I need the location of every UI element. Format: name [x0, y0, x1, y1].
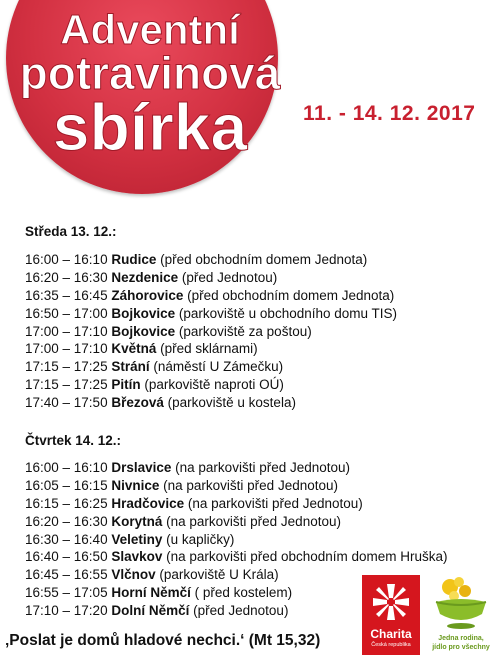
entry-location: (na parkovišti před Jednotou): [163, 477, 338, 493]
entry-time: 16:45 – 16:55: [25, 567, 108, 583]
entry-place: Drslavice: [111, 460, 172, 475]
schedule-entry: [25, 287, 397, 305]
schedule-entry: [25, 513, 448, 531]
schedule-entry: [25, 269, 397, 287]
entry-time: 17:40 – 17:50: [25, 395, 108, 411]
day-heading-thursday: Čtvrtek 14. 12.:: [25, 433, 122, 448]
entry-time: 16:00 – 16:10: [25, 252, 108, 267]
entry-location: (parkoviště u kostela): [167, 395, 296, 411]
entry-location: (před Jednotou): [193, 603, 289, 619]
entry-place: Slavkov: [111, 549, 163, 565]
title-line-2: potravinová: [19, 47, 281, 99]
entry-place: Březová: [111, 395, 164, 411]
entry-place: Pitín: [111, 377, 141, 393]
entry-place: Záhorovice: [111, 287, 184, 303]
schedule-entry: [25, 459, 448, 477]
entry-location: (u kapličky): [166, 531, 235, 547]
entry-location: (na parkovišti před Jednotou): [187, 495, 363, 511]
entry-location: (na parkovišti před obchodním domem Hruška): [166, 549, 448, 565]
entry-time: 16:55 – 17:05: [25, 585, 108, 601]
entry-time: 16:35 – 16:45: [25, 287, 108, 303]
food-bowl-icon: [428, 574, 494, 632]
title-line-3: sbírka: [52, 90, 248, 164]
entry-time: 16:30 – 16:40: [25, 531, 108, 547]
entry-location: (parkoviště U Krála): [159, 567, 279, 583]
schedule-entry: [25, 340, 397, 358]
entry-time: 16:50 – 17:00: [25, 305, 108, 321]
schedule-entry: [25, 394, 397, 412]
schedule-entry: [25, 531, 448, 549]
schedule-entry: [25, 323, 397, 341]
schedule-entry: [25, 548, 448, 566]
entry-time: 17:15 – 17:25: [25, 359, 108, 375]
entry-location: (před obchodním domem Jednota): [187, 287, 395, 303]
schedule-entry: [25, 376, 397, 394]
schedule-entry: [25, 251, 397, 269]
entry-place: Rudice: [111, 252, 157, 267]
entry-time: 17:10 – 17:20: [25, 603, 108, 619]
entry-time: 17:00 – 17:10: [25, 323, 108, 339]
charita-subtitle: Česká republika: [371, 642, 411, 648]
entry-place: Nivnice: [111, 477, 160, 493]
entry-location: (před obchodním domem Jednota): [160, 252, 368, 267]
entry-place: Nezdenice: [111, 269, 179, 285]
schedule-entry: [25, 358, 397, 376]
entry-time: 16:20 – 16:30: [25, 269, 108, 285]
entry-time: 17:15 – 17:25: [25, 377, 108, 393]
entry-location: (před sklárnami): [160, 341, 258, 357]
event-date-range: 11. - 14. 12. 2017: [303, 102, 476, 125]
entry-location: (parkoviště za poštou): [178, 323, 312, 339]
entry-location: (parkoviště naproti OÚ): [144, 377, 284, 393]
charita-logo: [362, 575, 420, 655]
jidlo-caption: [428, 634, 494, 652]
entry-time: 16:00 – 16:10: [25, 460, 108, 475]
entry-place: Květná: [111, 341, 157, 357]
entry-place: Bojkovice: [111, 305, 176, 321]
entry-time: 16:05 – 16:15: [25, 477, 108, 493]
entry-time: 16:40 – 16:50: [25, 549, 108, 565]
entry-place: Bojkovice: [111, 323, 176, 339]
entry-location: (na parkovišti před Jednotou): [175, 460, 351, 475]
entry-place: Veletiny: [111, 531, 163, 547]
entry-place: Vlčnov: [111, 567, 156, 583]
entry-time: 16:15 – 16:25: [25, 495, 108, 511]
schedule-entry: [25, 305, 397, 323]
schedule-wednesday: [25, 251, 397, 412]
entry-place: Hradčovice: [111, 495, 185, 511]
entry-location: ( před kostelem): [194, 585, 293, 601]
entry-location: (náměstí U Zámečku): [153, 359, 284, 375]
schedule-entry: [25, 477, 448, 495]
title-line-1: Adventní: [60, 6, 240, 53]
jidlo-pro-vsechny-logo: [428, 574, 494, 656]
jidlo-caption-line-1: Jedna rodina,: [438, 635, 484, 642]
schedule-entry: [25, 495, 448, 513]
entry-place: Strání: [111, 359, 150, 375]
entry-time: 17:00 – 17:10: [25, 341, 108, 357]
entry-location: (parkoviště u obchodního domu TIS): [178, 305, 398, 321]
jidlo-caption-line-2: jídlo pro všechny: [432, 644, 490, 651]
bible-quote: ‚Poslat je domů hladové nechci.‘ (Mt 15,32): [5, 632, 321, 649]
day-heading-wednesday: Středa 13. 12.:: [25, 224, 117, 239]
charita-name: Charita: [370, 627, 412, 641]
charita-cross-icon: [370, 581, 412, 623]
entry-place: Dolní Němčí: [111, 603, 190, 619]
entry-place: Korytná: [111, 513, 163, 529]
entry-place: Horní Němčí: [111, 585, 191, 601]
entry-location: (před Jednotou): [181, 269, 278, 285]
entry-location: (na parkovišti před Jednotou): [166, 513, 341, 529]
entry-time: 16:20 – 16:30: [25, 513, 108, 529]
